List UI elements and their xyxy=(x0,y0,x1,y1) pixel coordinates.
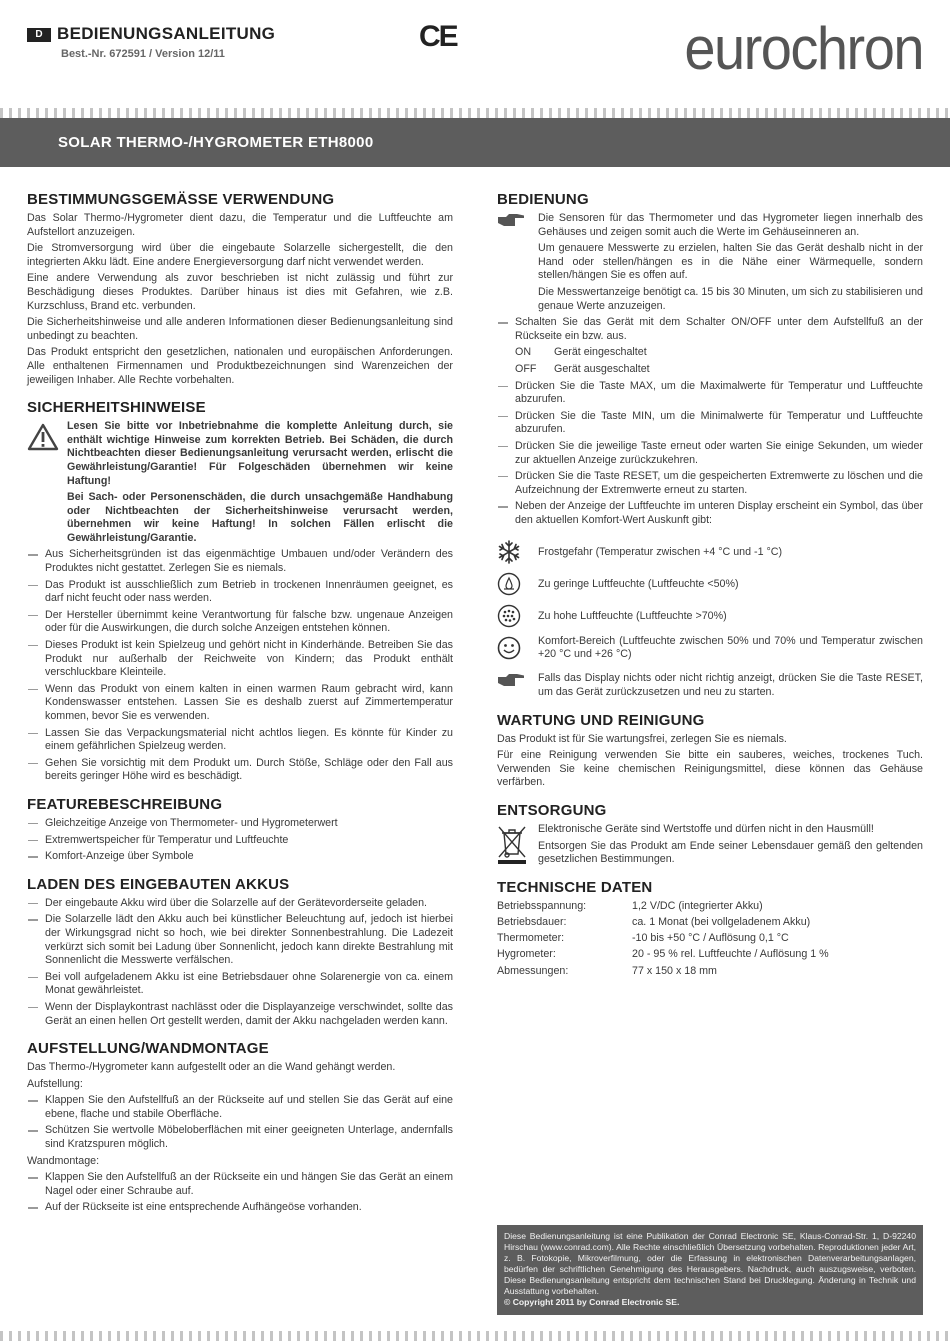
list-item: Klappen Sie den Aufstellfuß an der Rückseite auf und stellen Sie das Gerät auf eine ebene, flache und stabile Oberfläche. xyxy=(27,1094,453,1121)
spec-row xyxy=(497,965,923,979)
section-charging xyxy=(27,876,453,1028)
paragraph: Das Thermo-/Hygrometer kann aufgestellt oder an die Wand gehängt werden. xyxy=(27,1061,396,1074)
list-item: Der eingebaute Akku wird über die Solarzelle auf der Gerätevorderseite geladen. xyxy=(27,897,453,911)
snowflake-icon xyxy=(497,540,521,564)
symbol-text: Komfort-Bereich (Luftfeuchte zwischen 50% und 70% und Temperatur zwischen +20 °C und +26 °C) xyxy=(538,634,923,661)
list-item: Gehen Sie vorsichtig mit dem Produkt um. Durch Stöße, Schläge oder den Fall aus bereits geringer Höhe wird es beschädigt. xyxy=(27,757,453,784)
section-safety xyxy=(27,399,453,784)
product-banner xyxy=(0,118,950,167)
spec-value: 77 x 150 x 18 mm xyxy=(632,964,717,977)
language-badge: D xyxy=(27,28,51,42)
section-operation xyxy=(497,191,923,700)
switch-state-key: ON xyxy=(515,346,532,359)
section-heading: WARTUNG UND REINIGUNG xyxy=(497,711,705,729)
switch-state-row xyxy=(497,363,923,377)
warning-triangle-icon xyxy=(27,423,59,451)
switch-state-row xyxy=(497,346,923,360)
note-text: Die Sensoren für das Thermometer und das Hygrometer liegen innerhalb des Gehäuses und zeigen somit auch die Werte im Gehäuseinneren an. xyxy=(538,212,923,238)
section-disposal xyxy=(497,802,923,867)
switch-state-key: OFF xyxy=(515,362,537,375)
spec-value: ca. 1 Monat (bei vollgeladenem Akku) xyxy=(632,916,811,928)
sub-label: Aufstellung: xyxy=(27,1077,83,1090)
paragraph: Die Sicherheitshinweise und alle anderen Informationen dieser Bedienungsanleitung sind unbedingt zu beachten. xyxy=(27,316,453,342)
switch-state-text: Gerät ausgeschaltet xyxy=(554,362,650,375)
operation-note xyxy=(497,212,923,313)
spec-row xyxy=(497,900,923,914)
section-heading: BESTIMMUNGSGEMÄSSE VERWENDUNG xyxy=(27,191,335,208)
section-heading: BEDIENUNG xyxy=(497,191,589,208)
symbol-row-dry xyxy=(497,568,923,600)
spec-row xyxy=(497,948,923,962)
ce-mark: CE xyxy=(419,20,457,53)
spec-key: Betriebsspannung: xyxy=(497,899,587,912)
section-heading: ENTSORGUNG xyxy=(497,802,607,820)
section-heading: SICHERHEITSHINWEISE xyxy=(27,399,206,417)
section-heading: LADEN DES EINGEBAUTEN AKKUS xyxy=(27,875,290,893)
symbol-text: Zu hohe Luftfeuchte (Luftfeuchte >70%) xyxy=(538,609,727,622)
top-tick-border xyxy=(0,108,950,118)
paragraph: Das Produkt entspricht den gesetzlichen, nationalen und europäischen Anforderungen. Alle enthaltenen Firmennamen und Produktbezeichnungen sind Warenzeichen der jeweiligen Inhaber. Alle Rechte vorbehalten. xyxy=(27,346,453,386)
symbol-row-comfort xyxy=(497,632,923,664)
left-column xyxy=(27,191,453,1227)
list-item: Drücken Sie die Taste RESET, um die gespeicherten Extremwerte zu löschen und die Aufzeichnung der Extremwerte erneut zu starten. xyxy=(497,470,923,497)
document-header xyxy=(27,13,923,82)
section-features xyxy=(27,796,453,864)
pointing-hand-icon xyxy=(497,213,525,227)
disposal-note xyxy=(497,823,923,867)
list-item: Die Solarzelle lädt den Akku auch bei künstlicher Beleuchtung auf, jedoch ist hierbei der Wirkungsgrad nicht so hoch, wie bei direkter Sonnenbestrahlung. Die Ladezeit verkürzt sich somit bei Ladung über Sonnenlicht, jedoch kann direkte Bestrahlung mit Sonnenlicht die Messwerte verfälschen. xyxy=(27,913,453,967)
section-heading: FEATUREBESCHREIBUNG xyxy=(27,795,223,813)
warning-text: Lesen Sie bitte vor Inbetriebnahme die komplette Anleitung durch, sie enthält wichtige Hinweise zum korrekten Betrieb. Bei Schäden, die durch Nichtbeachten dieser Bedienungsanleitung verursacht werden, erlischt die Gewährleistung/Garantie! Für Folgeschäden übernehmen wir keine Haftung! xyxy=(67,420,453,487)
spec-value: -10 bis +50 °C / Auflösung 0,1 °C xyxy=(632,932,789,945)
section-mounting xyxy=(27,1040,453,1215)
section-heading: AUFSTELLUNG/WANDMONTAGE xyxy=(27,1040,269,1058)
pointing-hand-icon xyxy=(497,673,525,687)
list-item: Komfort-Anzeige über Symbole xyxy=(27,850,453,864)
symbol-text: Zu geringe Luftfeuchte (Luftfeuchte <50%) xyxy=(538,577,739,590)
spec-value: 1,2 V/DC (integrierter Akku) xyxy=(632,899,763,912)
list-item: Drücken Sie die Taste MAX, um die Maximalwerte für Temperatur und Luftfeuchte abzurufen. xyxy=(497,380,923,407)
paragraph: Die Stromversorgung wird über die eingebaute Solarzelle sichergestellt, die den integrierten Akku lädt. Eine andere Energieversorgung darf nicht verwendet werden. xyxy=(27,242,453,268)
spec-key: Betriebsdauer: xyxy=(497,916,567,928)
note-text: Falls das Display nichts oder nicht richtig anzeigt, drücken Sie die Taste RESET, um das Gerät zurückzusetzen und neu zu starten. xyxy=(538,672,923,699)
list-item: Aus Sicherheitsgründen ist das eigenmächtige Umbauen und/oder Verändern des Produktes nicht gestattet. Zerlegen Sie es niemals. xyxy=(27,548,453,575)
spec-row xyxy=(497,932,923,946)
spec-key: Hygrometer: xyxy=(497,948,556,961)
copyright: © Copyright 2011 by Conrad Electronic SE. xyxy=(504,1297,680,1307)
list-item: Schützen Sie wertvolle Möbeloberflächen mit einer geeigneten Unterlage, andernfalls sind Kratzspuren möglich. xyxy=(27,1124,453,1151)
warning-text: Bei Sach- oder Personenschäden, die durch unsachgemäße Handhabung oder Nichtbeachten der Sicherheitshinweise verursacht werden, übernehmen wir keine Haftung! In solchen Fällen erlischt die Gewährleistung/Garantie. xyxy=(67,491,453,544)
spec-key: Thermometer: xyxy=(497,932,565,945)
list-item: Wenn der Displaykontrast nachlässt oder die Displayanzeige verschwindet, sollte das Gerät an einen hellen Ort gestellt werden, damit der Akku nachgeladen werden kann. xyxy=(27,1001,453,1028)
list-item: Drücken Sie die Taste MIN, um die Minimalwerte für Temperatur und Luftfeuchte abzurufen. xyxy=(497,410,923,437)
section-intended-use xyxy=(27,191,453,387)
wet-drops-icon xyxy=(497,604,521,628)
right-column xyxy=(497,191,923,990)
spec-key: Abmessungen: xyxy=(497,964,569,977)
list-item: Bei voll aufgeladenem Akku ist eine Betriebsdauer ohne Solarenergie von ca. einem Monat gewährleistet. xyxy=(27,971,453,998)
list-item: Drücken Sie die jeweilige Taste erneut oder warten Sie einige Sekunden, um wieder zur aktuellen Anzeige zurückzukehren. xyxy=(497,440,923,467)
spec-row xyxy=(497,916,923,930)
document-title: BEDIENUNGSANLEITUNG xyxy=(57,24,276,43)
list-item: Auf der Rückseite ist eine entsprechende Aufhängeöse vorhanden. xyxy=(27,1201,453,1215)
imprint-text: Diese Bedienungsanleitung ist eine Publikation der Conrad Electronic SE, Klaus-Conrad-Str. 1, D-92240 Hirschau (www.conrad.com). Alle Rechte einschließlich Übersetzung vorbehalten. Reproduktionen jeder Art, z. B. Fotokopie, Mikroverfilmung, oder die Erfassung in elektronischen Datenverarbeitungsanlagen, bedürfen der schriftlichen Genehmigung des Herausgebers. Nachdruck, auch auszugsweise, verboten. Diese Bedienungsanleitung entspricht dem technischen Stand bei Drucklegung. Änderung in Technik und Ausstattung vorbehalten. xyxy=(504,1231,916,1296)
symbol-text: Frostgefahr (Temperatur zwischen +4 °C und -1 °C) xyxy=(538,545,783,558)
dry-drop-icon xyxy=(497,572,521,596)
spec-value: 20 - 95 % rel. Luftfeuchte / Auflösung 1 % xyxy=(632,948,829,961)
safety-warning xyxy=(27,420,453,545)
list-item: Klappen Sie den Aufstellfuß an der Rückseite ein und hängen Sie das Gerät an einem Nagel oder einer Schraube auf. xyxy=(27,1171,453,1198)
list-item: Neben der Anzeige der Luftfeuchte im unteren Display erscheint ein Symbol, das über den aktuellen Komfort-Wert Auskunft gibt: xyxy=(497,500,923,527)
list-item: Lassen Sie das Verpackungsmaterial nicht achtlos liegen. Es könnte für Kinder zu einem gefährlichen Spielzeug werden. xyxy=(27,727,453,754)
section-heading: TECHNISCHE DATEN xyxy=(497,878,653,896)
imprint-box xyxy=(497,1225,923,1315)
display-note xyxy=(497,672,923,699)
symbol-row-frost xyxy=(497,536,923,568)
list-item: Wenn das Produkt von einem kalten in einen warmen Raum gebracht wird, kann Kondenswasser entstehen. Lassen Sie es deshalb zuerst auf Zimmertemperatur kommen, bevor Sie es verwenden. xyxy=(27,683,453,724)
product-title: SOLAR THERMO-/HYGROMETER ETH8000 xyxy=(58,134,374,151)
list-item: Gleichzeitige Anzeige von Thermometer- und Hygrometerwert xyxy=(27,817,453,831)
brand-logo: eurochron xyxy=(684,13,923,82)
list-item: Das Produkt ist ausschließlich zum Betrieb in trockenen Innenräumen geeignet, es darf nicht feucht oder nass werden. xyxy=(27,579,453,606)
note-text: Die Messwertanzeige benötigt ca. 15 bis 30 Minuten, um sich zu stabilisieren und genaue Werte anzuzeigen. xyxy=(538,285,923,312)
order-number: Best.-Nr. 672591 / Version 12/11 xyxy=(61,48,225,60)
list-item: Der Hersteller übernimmt keine Verantwortung für falsche bzw. ungenaue Anzeigen oder für die Auswirkungen, die durch solche Anzeigen entstehen können. xyxy=(27,609,453,636)
crossed-bin-icon xyxy=(497,825,527,865)
list-item: Extremwertspeicher für Temperatur und Luftfeuchte xyxy=(27,834,453,848)
paragraph: Für eine Reinigung verwenden Sie bitte ein sauberes, weiches, trockenes Tuch. Verwenden Sie keine chemischen Reinigungsmittel, diese können das Gehäuse verfärben. xyxy=(497,749,923,789)
section-maintenance xyxy=(497,712,923,790)
paragraph: Das Solar Thermo-/Hygrometer dient dazu, die Temperatur und die Luftfeuchte am Aufstellort anzuzeigen. xyxy=(27,212,453,238)
symbol-row-wet xyxy=(497,600,923,632)
smiley-icon xyxy=(497,636,521,660)
paragraph: Das Produkt ist für Sie wartungsfrei, zerlegen Sie es niemals. xyxy=(497,732,787,745)
paragraph: Eine andere Verwendung als zuvor beschrieben ist nicht zulässig und führt zur Beschädigung dieses Produktes. Darüber hinaus ist dies mit Gefahren, wie z.B. Kurzschluss, Brand etc. verbunden. xyxy=(27,272,453,312)
list-item: Dieses Produkt ist kein Spielzeug und gehört nicht in Kinderhände. Betreiben Sie das Produkt nur außerhalb der Reichweite von Kindern; das Produkt enthält verschluckbare Kleinteile. xyxy=(27,639,453,680)
section-specs xyxy=(497,879,923,978)
paragraph: Entsorgen Sie das Produkt am Ende seiner Lebensdauer gemäß den geltenden gesetzlichen Bestimmungen. xyxy=(538,839,923,866)
note-text: Um genauere Messwerte zu erzielen, halten Sie das Gerät deshalb nicht in der Hand oder stellen/hängen es in die Nähe einer Wärmequelle, sondern stellen/hängen Sie es offen auf. xyxy=(538,242,923,282)
list-item: Schalten Sie das Gerät mit dem Schalter ON/OFF unter dem Aufstellfuß an der Rückseite ein bzw. aus. xyxy=(497,316,923,343)
sub-label: Wandmontage: xyxy=(27,1154,100,1167)
paragraph: Elektronische Geräte sind Wertstoffe und dürfen nicht in den Hausmüll! xyxy=(538,823,874,836)
bottom-tick-border xyxy=(0,1331,950,1341)
switch-state-text: Gerät eingeschaltet xyxy=(554,346,647,359)
